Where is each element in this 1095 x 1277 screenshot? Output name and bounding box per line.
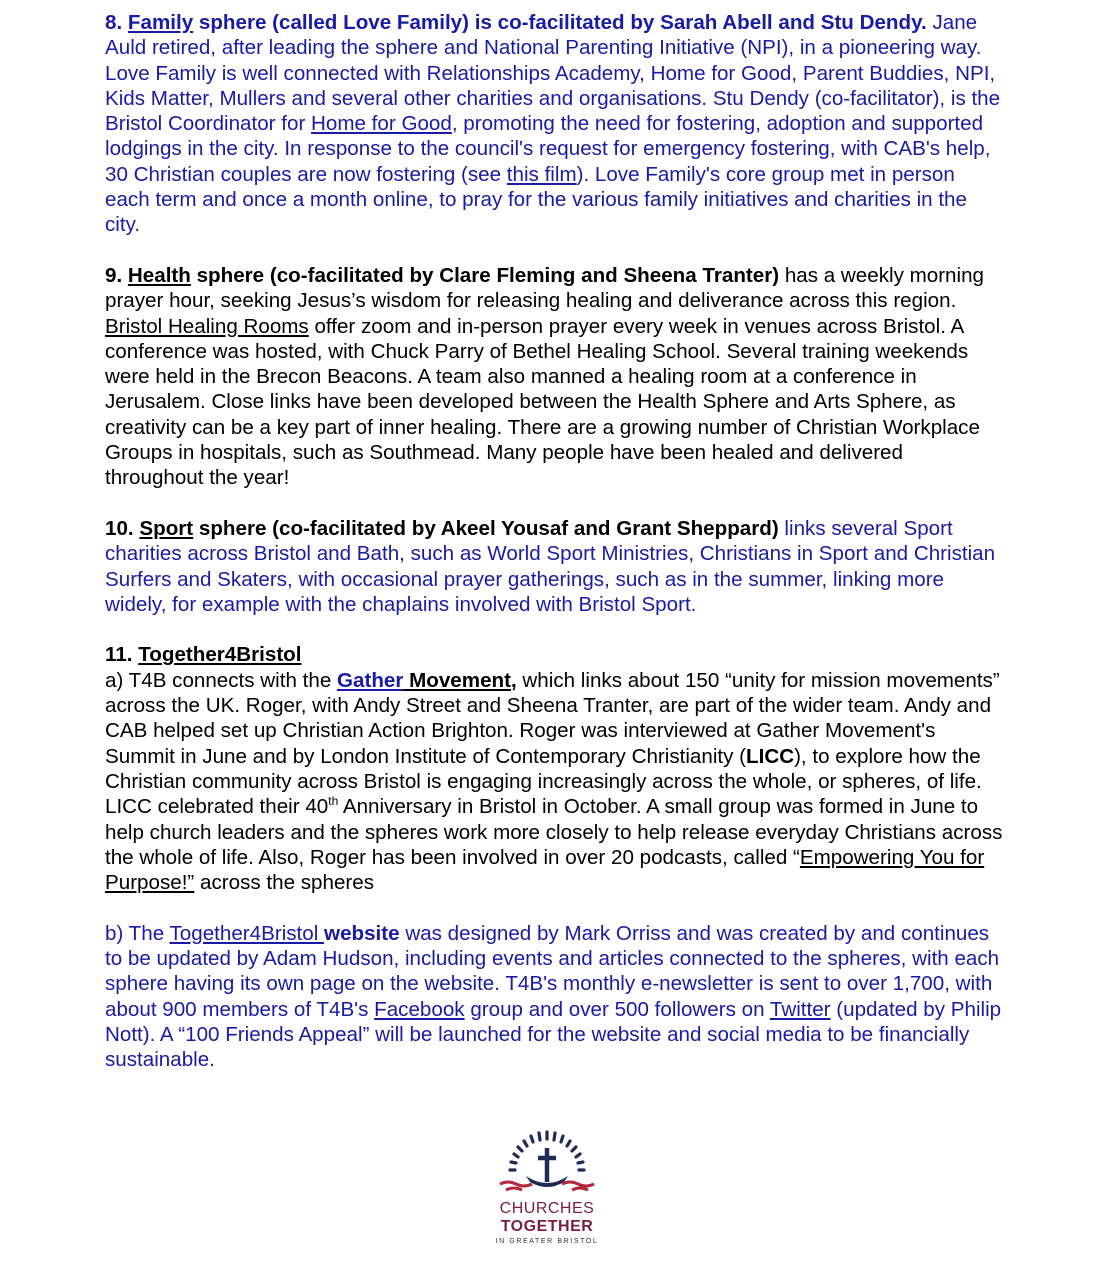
cross-boat-icon bbox=[492, 1130, 602, 1198]
section-number: 10. bbox=[105, 516, 134, 540]
logo-line-greater-bristol: IN GREATER BRISTOL bbox=[495, 1238, 599, 1245]
section-number: 8. bbox=[105, 11, 123, 34]
home-for-good-link[interactable]: Home for Good bbox=[311, 112, 452, 136]
section-heading: sphere (co-facilitated by Clare Fleming and Sheena Tranter) bbox=[190, 263, 780, 287]
section-text: links several Sport charities across Bristol and Bath, such as World Sport Ministries, Christians in Sport and Christian Surfers and Skaters, with occasional prayer gatherings, such as in the summer, linking more widely, for example with the chaplains involved with Bristol Sport. bbox=[105, 516, 996, 616]
website-bold: website bbox=[324, 921, 400, 945]
section-number: 9. bbox=[105, 263, 123, 287]
comma: , bbox=[510, 668, 517, 692]
section-heading: sphere (co-facilitated by Akeel Yousaf and Grant Sheppard) bbox=[193, 516, 779, 540]
logo-line-together: TOGETHER bbox=[500, 1218, 594, 1235]
sport-link[interactable]: Sport bbox=[139, 516, 194, 540]
section-text: offer zoom and in-person prayer every week in venues across Bristol. A conference was hosted, with Chuck Parry of Bethel Healing School. Several training weekends were held in the Brecon Beacons. A team also manned a healing room at a conference in Jerusalem. Close links have been developed between the Health Sphere and Arts Sphere, as creativity can be a key part of inner healing. There are a growing number of Christian Workplace Groups in hospitals, such as Southmead. Many people have been healed and delivered throughout the year! bbox=[105, 314, 980, 490]
section-together4bristol-heading bbox=[105, 642, 1005, 667]
section-text: ). Love Family's core group met in person each term and once a month online, to pray for the various family initiatives and charities in the city. bbox=[105, 162, 967, 237]
churches-together-logo bbox=[486, 1130, 608, 1252]
section-together4bristol-a bbox=[105, 668, 1005, 896]
section-text: has a weekly morning prayer hour, seeking Jesus’s wisdom for releasing healing and deliverance across this region. bbox=[105, 263, 984, 313]
section-text: Jane Auld retired, after leading the sphere and National Parenting Initiative (NPI), in a pioneering way. Love Family is well connected with Relationships Academy, Home for Good, Parent Buddies, NPI, Kids Matter, Mullers and several other charities and organisations. Stu Dendy (co-facilitator), is the Bristol Coordinator for bbox=[105, 11, 1001, 136]
licc-bold: LICC bbox=[746, 744, 795, 768]
section-text: b) The bbox=[105, 921, 170, 945]
this-film-link[interactable]: this film bbox=[506, 162, 577, 186]
bristol-healing-rooms-link[interactable]: Bristol Healing Rooms bbox=[105, 314, 309, 338]
gather-link[interactable]: Gather bbox=[337, 668, 404, 692]
section-text: Anniversary in Bristol in October. A small group was formed in June to help church leaders and the spheres work more closely to help release everyday Christians across the whole of life. Also, Roger has been involved in over 20 podcasts, called “ bbox=[105, 795, 1003, 869]
section-number: 11. bbox=[105, 643, 133, 667]
section-text: across the spheres bbox=[194, 871, 375, 895]
together4bristol-link[interactable]: Together4Bristol bbox=[138, 643, 302, 667]
superscript: th bbox=[328, 794, 339, 809]
section-text: (updated by Philip Nott). A “100 Friends Appeal” will be launched for the website and social media to be financially sustainable. bbox=[105, 997, 1002, 1072]
section-text: which links about 150 “unity for mission movements” across the UK. Roger, with Andy Street and Sheena Tranter, are part of the wider team. Andy and CAB helped set up Christian Action Brighton. Roger was interviewed at Gather Movement's Summit in June and by London Institute of Contemporary Christianity ( bbox=[105, 668, 1000, 768]
section-heading: sphere (called Love Family) is co-facilitated by Sarah Abell and Stu Dendy. bbox=[193, 11, 927, 34]
facebook-link[interactable]: Facebook bbox=[374, 997, 465, 1021]
section-family bbox=[105, 10, 1005, 238]
section-together4bristol-b bbox=[105, 921, 1005, 1073]
section-text: , promoting the need for fostering, adoption and supported lodgings in the city. In response to the council's request for emergency fostering, with CAB's help, 30 Christian couples are now fostering (see bbox=[105, 112, 991, 186]
empowering-you-link[interactable]: Empowering You for Purpose!” bbox=[105, 845, 985, 895]
section-text: was designed by Mark Orriss and was created by and continues to be updated by Adam Hudson, including events and articles connected to the spheres, with each sphere having its own page on the website. T4B's monthly e-newsletter is sent to over 1,700, with about 900 members of T4B's bbox=[105, 921, 1000, 1021]
section-health bbox=[105, 263, 1005, 491]
together4bristol-website-link[interactable]: Together4Bristol bbox=[169, 921, 325, 945]
movement-link[interactable]: Movement bbox=[403, 668, 511, 692]
logo-line-churches: CHURCHES bbox=[499, 1200, 595, 1217]
family-link[interactable]: Family bbox=[127, 11, 194, 34]
document-page bbox=[105, 10, 1005, 1072]
section-text: a) T4B connects with the bbox=[105, 668, 337, 692]
section-sport bbox=[105, 516, 1005, 617]
section-text: ), to explore how the Christian community across Bristol is engaging increasingly across the whole, or spheres, of life. LICC celebrated their 40 bbox=[105, 744, 982, 819]
health-link[interactable]: Health bbox=[127, 263, 191, 287]
twitter-link[interactable]: Twitter bbox=[769, 997, 831, 1021]
section-text: group and over 500 followers on bbox=[464, 997, 770, 1021]
